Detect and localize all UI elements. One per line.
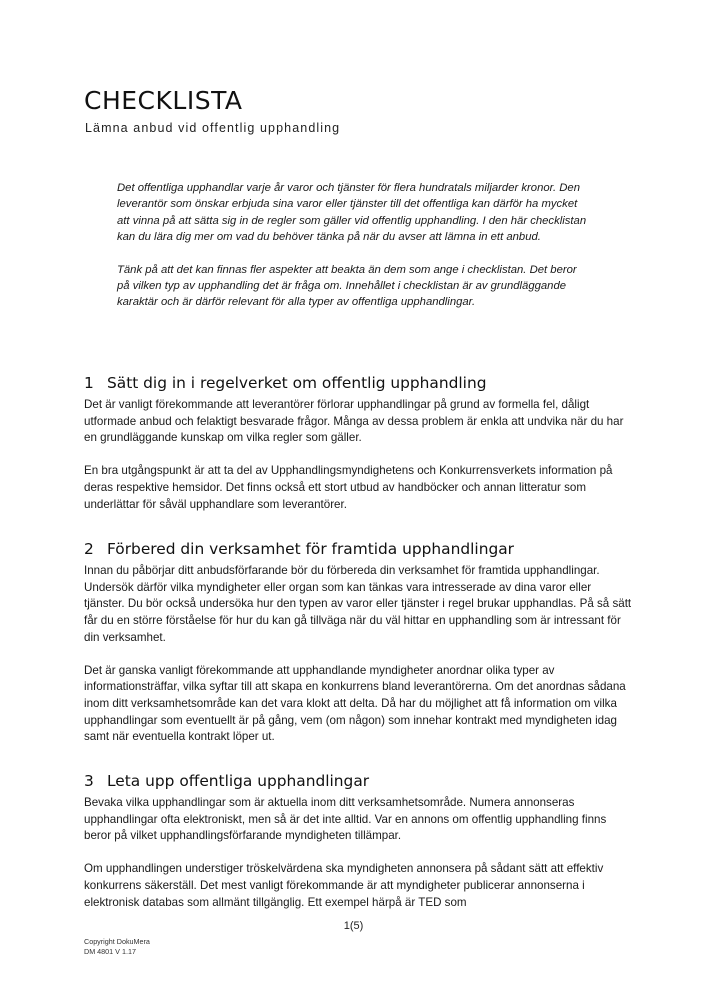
- section-heading: [84, 539, 632, 559]
- section-paragraph: Bevaka vilka upphandlingar som är aktuella inom ditt verksamhetsområde. Numera annonseras upphandlingar ofta elektroniskt, men så är det inte alltid. Var en annons om offentlig upphandling finns beror på vilket upphandlingsförfarande myndigheten tillämpar.: [84, 796, 607, 843]
- section-paragraph: Det är vanligt förekommande att leverantörer förlorar upphandlingar på grund av formella fel, dåligt utformade anbud och felaktigt besvarade frågor. Många av dessa problem är enkla att undvika när du har en grundläggande kunskap om vilka regler som gäller.: [84, 398, 624, 445]
- section-2: [84, 539, 632, 762]
- intro-paragraph: Tänk på att det kan finnas fler aspekter att beakta än dem som ange i checklistan. Det beror på vilken typ av upphandling det är fråga om. Innehållet i checklistan är av grundläggande karaktär och är därför relevant för alla typer av offentliga upphandlingar.: [117, 263, 577, 309]
- document-subtitle: Lämna anbud vid offentlig upphandling: [85, 121, 341, 135]
- section-heading: [84, 771, 632, 791]
- section-heading: [84, 373, 632, 393]
- footer: [84, 937, 150, 956]
- section-paragraph: Det är ganska vanligt förekommande att upphandlande myndigheter anordnar olika typer av informationsträffar, vilka syftar till att skapa en konkurrens bland leverantörerna. Om det anordnas sådana inom ditt verksamhetsområde kan det vara klokt att delta. Då har du möjlighet att få information om vilka upphandlingar som eventuellt är på gång, vem (om någon) som innehar kontrakt med myndigheten idag samt när eventuella kontrakt löper ut.: [84, 663, 626, 744]
- section-title: Förbered din verksamhet för framtida upphandlingar: [107, 540, 514, 558]
- section-title: Leta upp offentliga upphandlingar: [107, 772, 370, 790]
- section-number: 3: [84, 772, 94, 790]
- section-title: Sätt dig in i regelverket om offentlig upphandling: [107, 374, 487, 392]
- document-id: DM 4801 V 1.17: [84, 946, 136, 956]
- page-number: 1(5): [343, 920, 364, 932]
- copyright-text: Copyright DokuMera: [84, 937, 150, 946]
- document-title: CHECKLISTA: [84, 86, 243, 115]
- section-paragraph: Om upphandlingen understiger tröskelvärdena ska myndigheten annonsera på sådant sätt att effektiv konkurrens säkerställ. Det mest vanligt förekommande är att myndigheter publicerar annonserna i elektronisk databas som allmänt tillgänglig. Ett exempel härpå är TED som: [84, 862, 604, 909]
- section-number: 2: [84, 540, 94, 558]
- intro-paragraph: Det offentliga upphandlar varje år varor och tjänster för flera hundratals miljarder kronor. Den leverantör som önskar erbjuda sina varor eller tjänster till det offentliga kan därför ha mycket att vinna på att sätta sig in de regler som gäller vid offentlig upphandling. I den här checklistan kan du lära dig mer om vad du behöver tänka på när du avser att lämna in ett anbud.: [117, 182, 587, 244]
- section-1: [84, 373, 632, 529]
- section-paragraph: Innan du påbörjar ditt anbudsförfarande bör du förbereda din verksamhet för framtida upphandlingar. Undersök därför vilka myndigheter eller organ som kan tänkas vara intresserade av dina varor eller tjänster. Du bör också undersöka hur den typen av varor eller tjänster i regel brukar upphandlas. På så sätt får du en större förståelse för hur du kan gå tillväga när du väl hittar en upphandling som är intressant för din verksamhet.: [84, 564, 632, 644]
- section-number: 1: [84, 374, 94, 392]
- section-3: [84, 771, 632, 927]
- section-paragraph: En bra utgångspunkt är att ta del av Upphandlingsmyndighetens och Konkurrensverkets information på deras respektive hemsidor. Det finns också ett stort utbud av handböcker och annan litteratur som underlättar för såväl upphandlare som leverantörer.: [84, 464, 613, 511]
- intro-block: [117, 180, 592, 327]
